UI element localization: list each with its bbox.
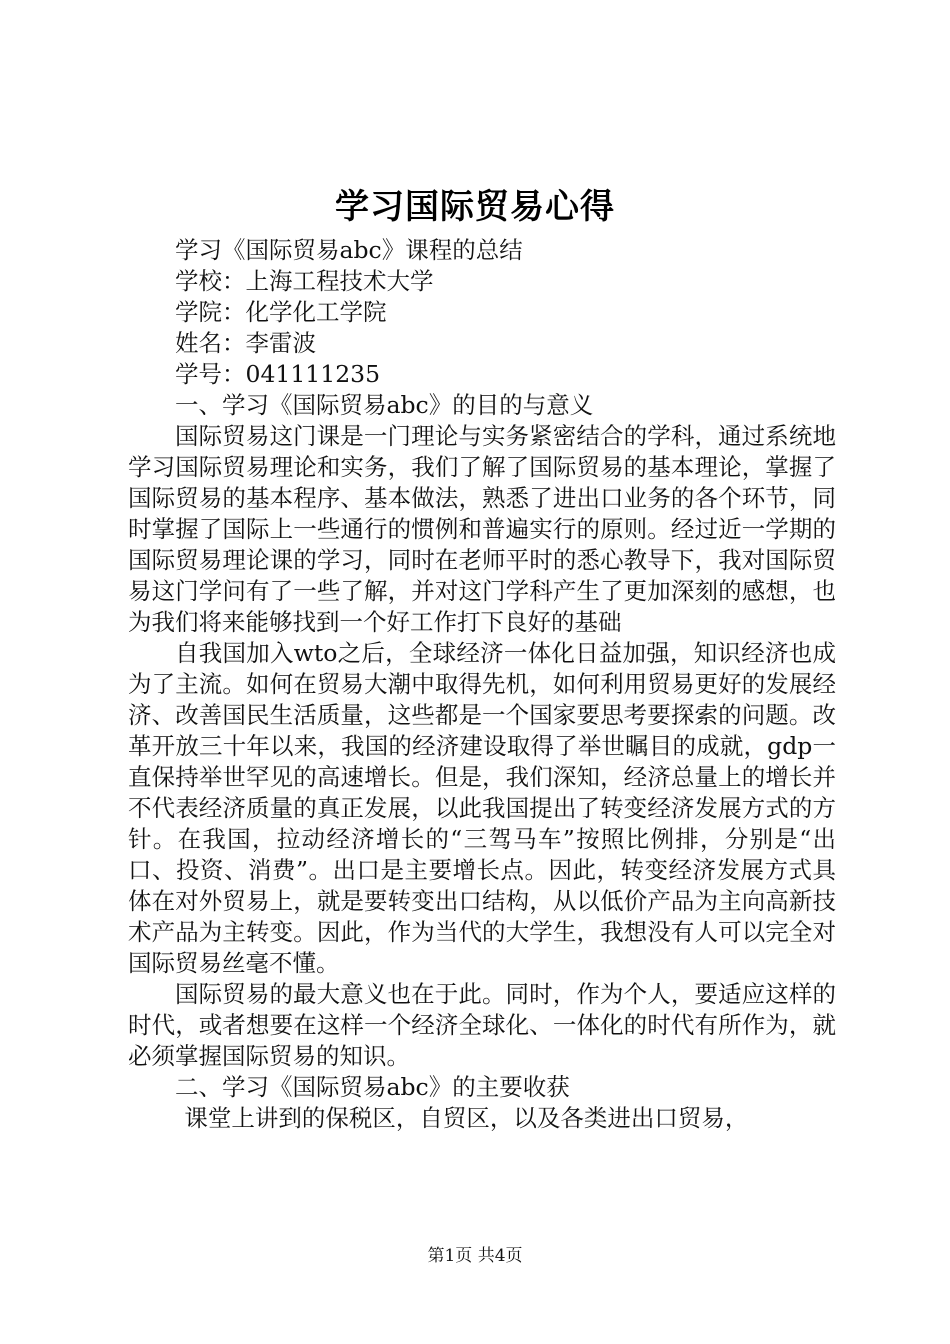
paragraph-4: 课堂上讲到的保税区，自贸区，以及各类进出口贸易， bbox=[184, 1104, 749, 1132]
subtitle-line: 学习《国际贸易abc》课程的总结 bbox=[175, 236, 523, 264]
document-body bbox=[128, 235, 836, 1134]
student-id-line: 学号：041111235 bbox=[175, 360, 381, 388]
paragraph-1: 国际贸易这门课是一门理论与实务紧密结合的学科，通过系统地学习国际贸易理论和实务，我们了解了国际贸易的基本理论，掌握了国际贸易的基本程序、基本做法，熟悉了进出口业务的各个环节，同时掌握了国际上一些通行的惯例和普遍实行的原则。经过近一学期的国际贸易理论课的学习，同时在老师平时的悉心教导下，我对国际贸易这门学问有了一些了解，并对这门学科产生了更加深刻的感想，也为我们将来能够找到一个好工作打下良好的基础 bbox=[128, 422, 836, 636]
school-line: 学校：上海工程技术大学 bbox=[175, 267, 434, 295]
section-heading-2: 二、学习《国际贸易abc》的主要收获 bbox=[175, 1073, 570, 1101]
document-title: 学习国际贸易心得 bbox=[335, 187, 615, 227]
paragraph-2: 自我国加入wto之后，全球经济一体化日益加强，知识经济也成为了主流。如何在贸易大潮中取得先机，如何利用贸易更好的发展经济、改善国民生活质量，这些都是一个国家要思考要探索的问题。改革开放三十年以来，我国的经济建设取得了举世瞩目的成就，gdp一直保持举世罕见的高速增长。但是，我们深知，经济总量上的增长并不代表经济质量的真正发展，以此我国提出了转变经济发展方式的方针。在我国，拉动经济增长的“三驾马车”按照比例排，分别是“出口、投资、消费”。出口是主要增长点。因此，转变经济发展方式具体在对外贸易上，就是要转变出口结构，从以低价产品为主向高新技术产品为主转变。因此，作为当代的大学生，我想没有人可以完全对国际贸易丝毫不懂。 bbox=[128, 639, 836, 977]
paragraph-3: 国际贸易的最大意义也在于此。同时，作为个人，要适应这样的时代，或者想要在这样一个经济全球化、一体化的时代有所作为，就必须掌握国际贸易的知识。 bbox=[128, 980, 836, 1070]
college-line: 学院：化学化工学院 bbox=[175, 298, 387, 326]
name-line: 姓名：李雷波 bbox=[175, 329, 316, 357]
section-heading-1: 一、学习《国际贸易abc》的目的与意义 bbox=[175, 391, 594, 419]
page-footer: 第1页 共4页 bbox=[427, 1246, 523, 1266]
